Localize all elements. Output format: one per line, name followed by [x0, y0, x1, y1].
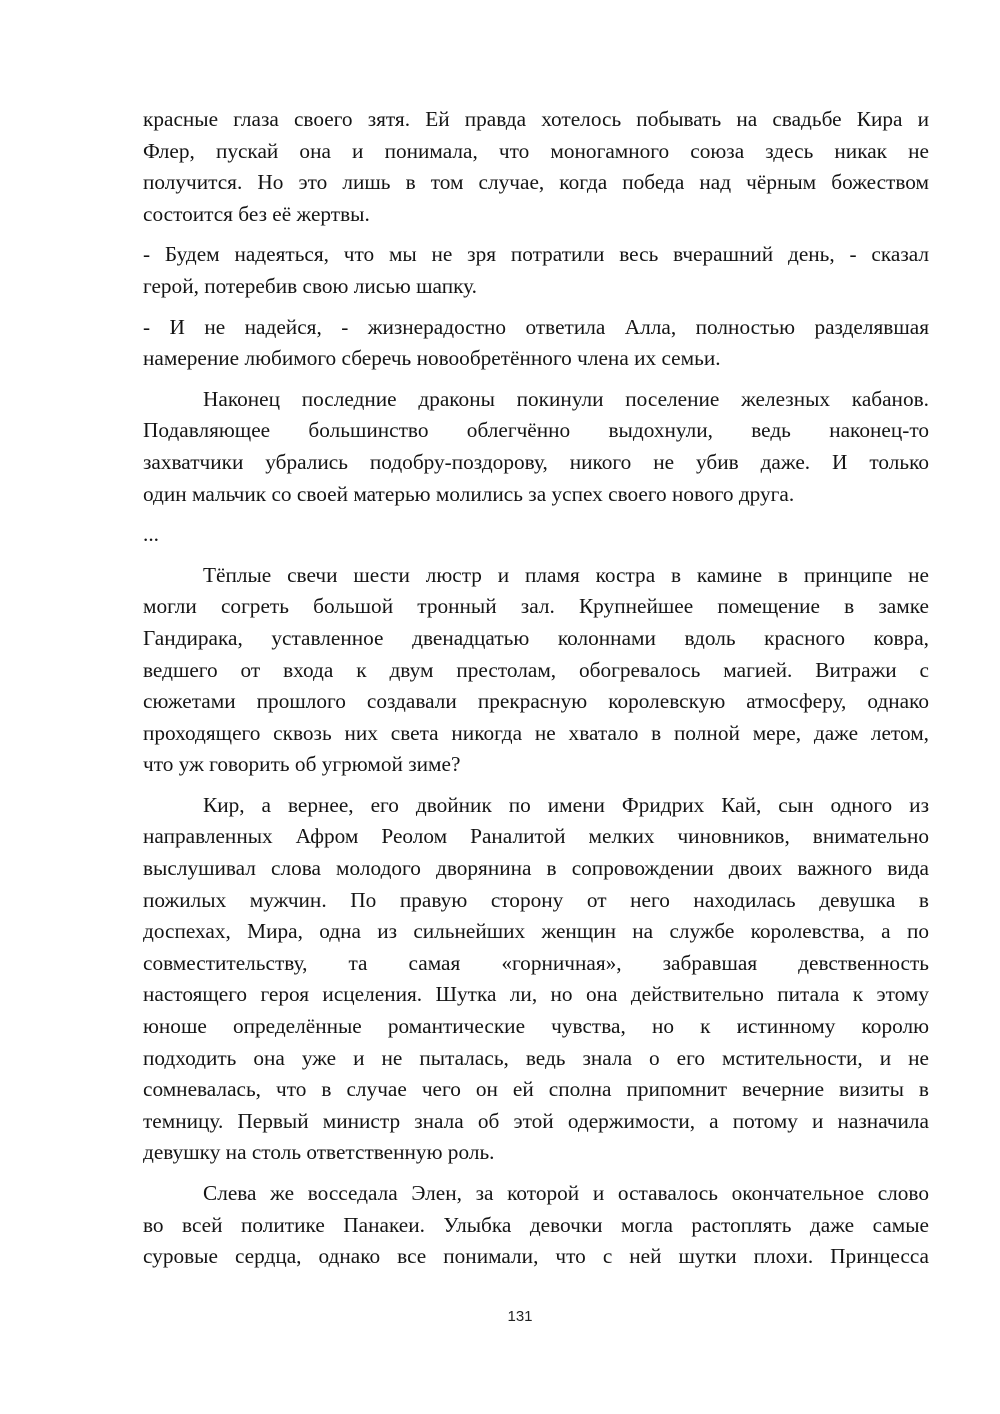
paragraph	[143, 790, 929, 1169]
text-line: могли согреть большой тронный зал. Крупнейшее помещение в замке	[143, 594, 929, 619]
paragraph	[143, 560, 929, 781]
text-line: Наконец последние драконы покинули поселение железных кабанов.	[203, 386, 929, 411]
text-line: что уж говорить об угрюмой зиме?	[143, 752, 461, 777]
text-line: девушку на столь ответственную роль.	[143, 1140, 495, 1165]
text-line: темницу. Первый министр знала об этой одержимости, а потому и назначила	[143, 1108, 929, 1133]
text-line: во всей политике Панакеи. Улыбка девочки могла растоплять даже самые	[143, 1212, 929, 1237]
text-line: Кир, а вернее, его двойник по имени Фридрих Кай, сын одного из	[203, 792, 929, 817]
text-line: ведшего от входа к двум престолам, обогревалось магией. Витражи с	[143, 657, 929, 682]
text-line: Подавляющее большинство облегчённо выдохнули, ведь наконец-то	[143, 418, 929, 443]
text-line: - И не надейся, - жизнерадостно ответила Алла, полностью разделявшая	[143, 314, 929, 339]
text-line: - Будем надеяться, что мы не зря потратили весь вчерашний день, - сказал	[143, 242, 929, 267]
text-line: Тёплые свечи шести люстр и пламя костра в камине в принципе не	[203, 562, 929, 587]
text-line: захватчики убрались подобру-поздорову, никого не убив даже. И только	[143, 449, 929, 474]
text-line: совместительству, та самая «горничная», забравшая девственность	[143, 950, 929, 975]
text-line: настоящего героя исцеления. Шутка ли, но она действительно питала к этому	[143, 982, 929, 1007]
text-line: сюжетами прошлого создавали прекрасную королевскую атмосферу, однако	[143, 689, 929, 714]
paragraph	[143, 519, 929, 551]
paragraph	[143, 104, 929, 230]
text-line: сомневалась, что в случае чего он ей сполна припомнит вечерние визиты в	[143, 1077, 929, 1102]
paragraph	[143, 1178, 929, 1273]
text-line: выслушивал слова молодого дворянина в сопровождении двоих важного вида	[143, 856, 929, 881]
paragraph	[143, 239, 929, 302]
text-line: направленных Афром Реолом Раналитой мелких чиновников, внимательно	[143, 824, 929, 849]
text-line: Гандирака, уставленное двенадцатью колоннами вдоль красного ковра,	[143, 625, 929, 650]
text-line: юноше определённые романтические чувства, но к истинному королю	[143, 1014, 929, 1039]
paragraph	[143, 384, 929, 510]
text-line: подходить она уже и не пыталась, ведь знала о его мстительности, и не	[143, 1045, 929, 1070]
text-line: проходящего сквозь них света никогда не хватало в полной мере, даже летом,	[143, 720, 929, 745]
text-line: один мальчик со своей матерью молились за успех своего нового друга.	[143, 481, 795, 506]
paragraph	[143, 312, 929, 375]
text-line: состоится без её жертвы.	[143, 201, 370, 226]
text-line: Флер, пускай она и понимала, что моногамного союза здесь никак не	[143, 138, 929, 163]
text-line: получится. Но это лишь в том случае, когда победа над чёрным божеством	[143, 170, 929, 195]
text-line: доспехах, Мира, одна из сильнейших женщин на службе королевства, а по	[143, 919, 929, 944]
page-number: 131	[507, 1308, 533, 1325]
text-line: пожилых мужчин. По правую сторону от него находилась девушка в	[143, 887, 929, 912]
text-line: красные глаза своего зятя. Ей правда хотелось побывать на свадьбе Кира и	[143, 107, 929, 131]
text-line: намерение любимого сберечь новообретённого члена их семьи.	[143, 346, 721, 371]
text-line: герой, потеребив свою лисью шапку.	[143, 273, 478, 298]
text-line: суровые сердца, однако все понимали, что с ней шутки плохи. Принцесса	[143, 1244, 929, 1269]
text-line: ...	[143, 522, 159, 547]
body-text	[143, 95, 929, 1273]
text-line: Слева же восседала Элен, за которой и оставалось окончательное слово	[203, 1181, 929, 1205]
